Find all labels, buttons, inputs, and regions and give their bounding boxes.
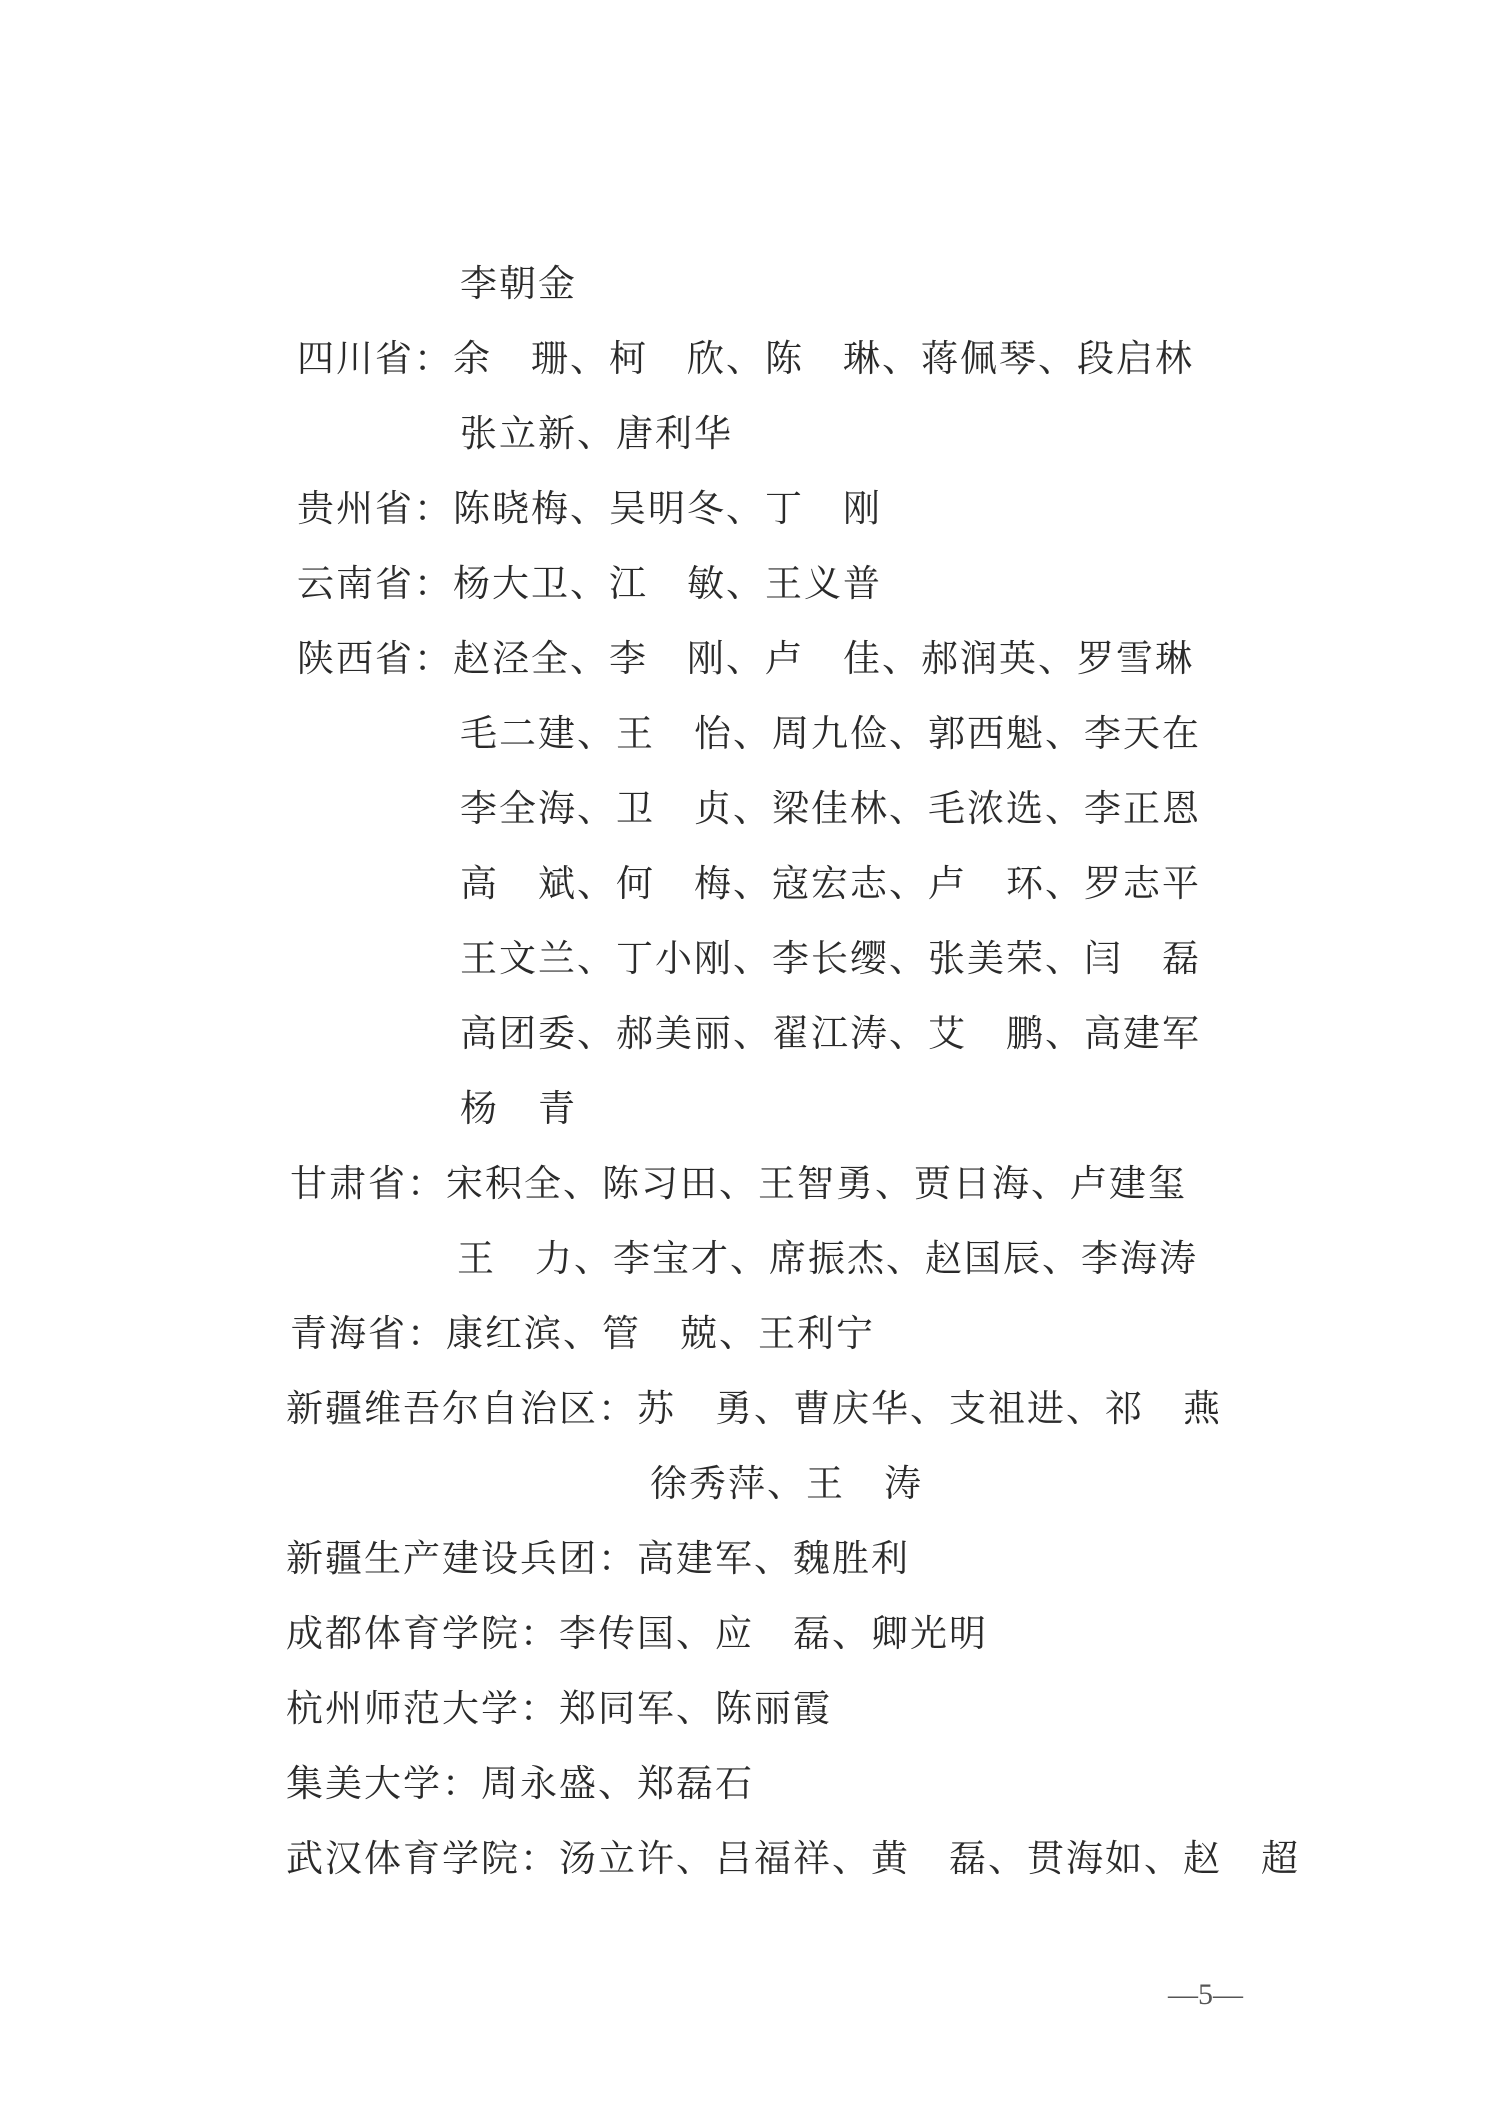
text-line: 青海省：康红滨、管 兢、王利宁 [290, 1312, 875, 1355]
text-line: 成都体育学院：李传国、应 磊、卿光明 [286, 1612, 988, 1655]
text-line: 甘肃省：宋积全、陈习田、王智勇、贾日海、卢建玺 [290, 1162, 1187, 1205]
text-line: 集美大学：周永盛、郑磊石 [286, 1762, 754, 1805]
page-number: —5— [1168, 1978, 1243, 2011]
text-line: 毛二建、王 怡、周九俭、郭西魁、李天在 [460, 712, 1201, 755]
text-line: 新疆维吾尔自治区：苏 勇、曹庆华、支祖进、祁 燕 [286, 1387, 1222, 1430]
text-line: 李朝金 [460, 262, 577, 305]
text-line: 云南省：杨大卫、江 敏、王义普 [297, 562, 882, 605]
text-line: 高 斌、何 梅、寇宏志、卢 环、罗志平 [460, 862, 1201, 905]
text-line: 四川省：余 珊、柯 欣、陈 琳、蒋佩琴、段启林 [297, 337, 1194, 380]
text-line: 王 力、李宝才、席振杰、赵国辰、李海涛 [457, 1237, 1198, 1280]
text-line: 杨 青 [460, 1087, 577, 1130]
text-line: 陕西省：赵泾全、李 刚、卢 佳、郝润英、罗雪琳 [297, 637, 1194, 680]
text-line: 贵州省：陈晓梅、吴明冬、丁 刚 [297, 487, 882, 530]
text-line: 武汉体育学院：汤立许、吕福祥、黄 磊、贯海如、赵 超 [286, 1837, 1300, 1880]
text-line: 杭州师范大学：郑同军、陈丽霞 [286, 1687, 832, 1730]
text-line: 李全海、卫 贞、梁佳林、毛浓选、李正恩 [460, 787, 1201, 830]
text-line: 高团委、郝美丽、翟江涛、艾 鹏、高建军 [460, 1012, 1201, 1055]
text-line: 新疆生产建设兵团：高建军、魏胜利 [286, 1537, 910, 1580]
text-line: 王文兰、丁小刚、李长缨、张美荣、闫 磊 [460, 937, 1201, 980]
text-line: 张立新、唐利华 [460, 412, 733, 455]
text-line: 徐秀萍、王 涛 [650, 1462, 923, 1505]
